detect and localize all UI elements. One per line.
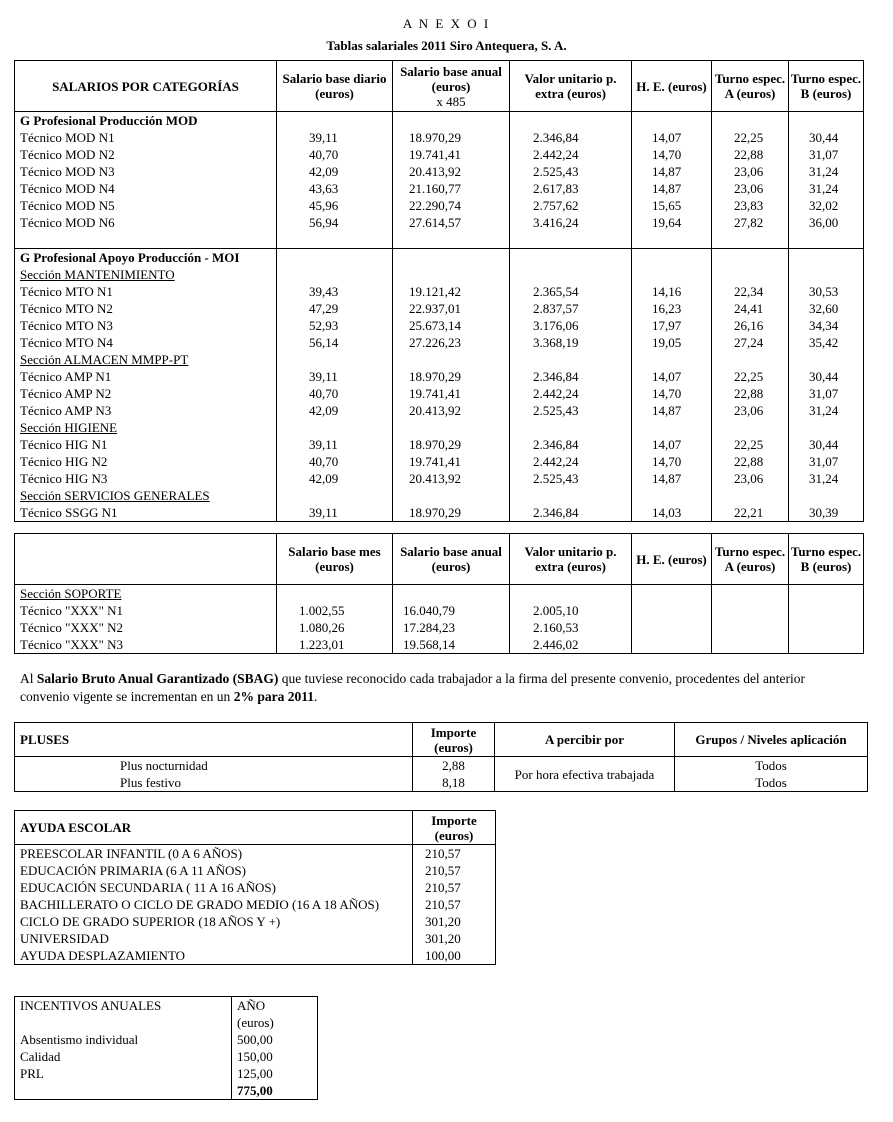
row-value: 22,21 (712, 504, 789, 522)
soporte-header-he: H. E. (euros) (632, 534, 712, 585)
section-header (15, 487, 864, 504)
percibir-value: Por hora efectiva trabajada (495, 757, 675, 792)
header-categorias: SALARIOS POR CATEGORÍAS (15, 61, 277, 112)
row-value: 14,07 (632, 436, 712, 453)
group-apoyo-moi-label: G Profesional Apoyo Producción - MOI (15, 249, 277, 267)
section-soporte: Sección SOPORTE (15, 585, 277, 603)
row-value: 27,24 (712, 334, 789, 351)
table-row (15, 619, 864, 636)
row-value: 18.970,29 (393, 129, 510, 146)
row-value: 19,64 (632, 214, 712, 231)
table-row (15, 504, 864, 522)
row-label: Técnico MOD N3 (15, 163, 277, 180)
row-value: 2.446,02 (510, 636, 632, 654)
row-value: 27.614,57 (393, 214, 510, 231)
row-value: 31,24 (789, 402, 864, 419)
row-value: 39,11 (277, 368, 393, 385)
row-value: 2.617,83 (510, 180, 632, 197)
row-value: 18.970,29 (393, 504, 510, 522)
row-value: 31,07 (789, 453, 864, 470)
header-ano: AÑO (euros) (232, 997, 318, 1032)
table-row (15, 283, 864, 300)
row-value: 39,11 (277, 129, 393, 146)
ayuda-label: CICLO DE GRADO SUPERIOR (18 AÑOS Y +) (15, 913, 413, 930)
row-value (632, 619, 712, 636)
table-row (15, 1048, 318, 1065)
row-value: 42,09 (277, 470, 393, 487)
table-row (15, 436, 864, 453)
row-value (632, 602, 712, 619)
incentivo-label: Absentismo individual (15, 1031, 232, 1048)
row-value: 14,07 (632, 368, 712, 385)
row-value: 22,25 (712, 436, 789, 453)
row-value: 23,06 (712, 470, 789, 487)
ayuda-label: UNIVERSIDAD (15, 930, 413, 947)
table-row (15, 197, 864, 214)
row-value: 52,93 (277, 317, 393, 334)
table-row (15, 385, 864, 402)
row-value: 17,97 (632, 317, 712, 334)
table-row (15, 913, 496, 930)
row-value: 14,03 (632, 504, 712, 522)
row-label: Técnico SSGG N1 (15, 504, 277, 522)
row-value: 25.673,14 (393, 317, 510, 334)
row-value: 3.416,24 (510, 214, 632, 231)
header-pluses: PLUSES (15, 723, 413, 757)
row-value: 43,63 (277, 180, 393, 197)
header-ayuda-importe: Importe (euros) (413, 811, 496, 845)
section-header (15, 351, 864, 368)
row-value: 22,88 (712, 453, 789, 470)
row-label: Técnico "XXX" N1 (15, 602, 277, 619)
row-value: 31,07 (789, 385, 864, 402)
row-value: 30,44 (789, 436, 864, 453)
row-value (712, 602, 789, 619)
row-value: 14,70 (632, 453, 712, 470)
table-row (15, 602, 864, 619)
header-ayuda: AYUDA ESCOLAR (15, 811, 413, 845)
row-value: 42,09 (277, 402, 393, 419)
row-value: 19.741,41 (393, 453, 510, 470)
ayuda-label: EDUCACIÓN PRIMARIA (6 A 11 AÑOS) (15, 862, 413, 879)
ayuda-label: EDUCACIÓN SECUNDARIA ( 11 A 16 AÑOS) (15, 879, 413, 896)
table-row (15, 334, 864, 351)
plus-festivo: Plus festivo (15, 774, 413, 792)
row-value: 20.413,92 (393, 402, 510, 419)
increase-rate: 2% para 2011 (233, 689, 314, 704)
row-value: 14,70 (632, 385, 712, 402)
ayuda-label: AYUDA DESPLAZAMIENTO (15, 947, 413, 965)
header-percibir: A percibir por (495, 723, 675, 757)
row-value: 35,42 (789, 334, 864, 351)
plus-nocturnidad: Plus nocturnidad (15, 757, 413, 775)
section-header (15, 419, 864, 436)
table-row: Plus nocturnidad 2,88 Por hora efectiva trabajada Todos (15, 757, 868, 775)
header-turno-b: Turno espec. B (euros) (789, 61, 864, 112)
row-label: Técnico AMP N2 (15, 385, 277, 402)
row-value: 2.442,24 (510, 146, 632, 163)
row-value: 3.176,06 (510, 317, 632, 334)
row-value: 2.757,62 (510, 197, 632, 214)
row-value (789, 619, 864, 636)
table-row (15, 845, 496, 863)
row-value: 19.568,14 (393, 636, 510, 654)
row-value: 26,16 (712, 317, 789, 334)
ayuda-label: PREESCOLAR INFANTIL (0 A 6 AÑOS) (15, 845, 413, 863)
row-label: Técnico MTO N1 (15, 283, 277, 300)
section-header-label: Sección HIGIENE (15, 419, 277, 436)
row-value: 14,87 (632, 402, 712, 419)
row-value: 45,96 (277, 197, 393, 214)
row-value: 32,60 (789, 300, 864, 317)
row-value: 2.525,43 (510, 402, 632, 419)
row-value: 2.005,10 (510, 602, 632, 619)
row-value: 2.346,84 (510, 436, 632, 453)
row-value: 23,06 (712, 163, 789, 180)
soporte-table-header (15, 534, 864, 585)
row-value: 22,88 (712, 385, 789, 402)
header-multiplier: x 485 (436, 93, 466, 109)
incentivo-value: 125,00 (232, 1065, 318, 1082)
row-value: 22,25 (712, 368, 789, 385)
row-value: 19.121,42 (393, 283, 510, 300)
header-importe: Importe (euros) (413, 723, 495, 757)
row-value: 1.223,01 (277, 636, 393, 654)
soporte-header-blank (15, 534, 277, 585)
row-value: 22.937,01 (393, 300, 510, 317)
row-value: 22,34 (712, 283, 789, 300)
pluses-header (15, 723, 868, 757)
ayuda-label: BACHILLERATO O CICLO DE GRADO MEDIO (16 A 18 AÑOS) (15, 896, 413, 913)
row-value: 31,07 (789, 146, 864, 163)
soporte-header-turno-a: Turno espec. A (euros) (712, 534, 789, 585)
incentivos-total: 775,00 (232, 1082, 318, 1100)
table-row (15, 180, 864, 197)
row-value: 39,11 (277, 436, 393, 453)
row-value: 31,24 (789, 470, 864, 487)
pluses-table (14, 722, 868, 792)
table-row (15, 879, 496, 896)
row-value: 16.040,79 (393, 602, 510, 619)
row-value: 47,29 (277, 300, 393, 317)
table-row (15, 317, 864, 334)
row-label: Técnico MOD N5 (15, 197, 277, 214)
ayuda-escolar-table (14, 810, 496, 965)
row-value: 19.741,41 (393, 146, 510, 163)
row-value: 2.365,54 (510, 283, 632, 300)
group-apoyo-moi (15, 249, 864, 267)
row-label: Técnico MOD N1 (15, 129, 277, 146)
table-row (15, 300, 864, 317)
header-salario-diario: Salario base diario (euros) (277, 61, 393, 112)
row-value: 14,16 (632, 283, 712, 300)
soporte-header-turno-b: Turno espec. B (euros) (789, 534, 864, 585)
row-value: 30,44 (789, 129, 864, 146)
ayuda-value: 100,00 (413, 947, 496, 965)
table-row (15, 214, 864, 231)
section-header-label: Sección MANTENIMIENTO (15, 266, 277, 283)
incentivo-label: PRL (15, 1065, 232, 1082)
row-value: 21.160,77 (393, 180, 510, 197)
row-label: Técnico AMP N3 (15, 402, 277, 419)
row-value: 20.413,92 (393, 163, 510, 180)
header-incentivos: INCENTIVOS ANUALES (15, 997, 232, 1032)
row-value: 2.346,84 (510, 368, 632, 385)
row-value: 39,11 (277, 504, 393, 522)
table-row (15, 1065, 318, 1082)
table-row (15, 862, 496, 879)
row-value: 2.442,24 (510, 385, 632, 402)
row-value (789, 636, 864, 654)
table-row (15, 129, 864, 146)
row-label: Técnico MOD N4 (15, 180, 277, 197)
incentivos-header (15, 997, 318, 1032)
row-value: 24,41 (712, 300, 789, 317)
salary-table-header (15, 61, 864, 112)
row-value: 34,34 (789, 317, 864, 334)
row-value: 3.368,19 (510, 334, 632, 351)
row-value: 20.413,92 (393, 470, 510, 487)
row-value: 36,00 (789, 214, 864, 231)
table-row (15, 368, 864, 385)
salary-table (14, 60, 864, 522)
table-row (15, 1031, 318, 1048)
row-label: Técnico MTO N4 (15, 334, 277, 351)
row-value: 2.525,43 (510, 470, 632, 487)
row-value: 2.525,43 (510, 163, 632, 180)
row-value: 30,44 (789, 368, 864, 385)
table-row (15, 636, 864, 654)
row-value: 2.160,53 (510, 619, 632, 636)
row-value (632, 636, 712, 654)
row-value: 2.346,84 (510, 129, 632, 146)
incentivo-value: 500,00 (232, 1031, 318, 1048)
sbag-note: Al Salario Bruto Anual Garantizado (SBAG) que tuviese reconocido cada trabajador a la firma del presente convenio, procedentes del anterior convenio vigente se incrementan en un 2% para 2011. (20, 671, 806, 704)
row-value: 23,83 (712, 197, 789, 214)
header-turno-a: Turno espec. A (euros) (712, 61, 789, 112)
page-title: A N E X O I (402, 16, 491, 31)
ayuda-value: 301,20 (413, 930, 496, 947)
row-value: 18.970,29 (393, 368, 510, 385)
row-value: 22,25 (712, 129, 789, 146)
row-value: 42,09 (277, 163, 393, 180)
header-p-extra: Valor unitario p. extra (euros) (510, 61, 632, 112)
row-value: 23,06 (712, 180, 789, 197)
row-value: 14,87 (632, 470, 712, 487)
row-label: Técnico MOD N6 (15, 214, 277, 231)
ayuda-header (15, 811, 496, 845)
row-value: 2.442,24 (510, 453, 632, 470)
row-value: 56,94 (277, 214, 393, 231)
row-value: 27.226,23 (393, 334, 510, 351)
soporte-header-mes: Salario base mes (euros) (277, 534, 393, 585)
row-value: 1.080,26 (277, 619, 393, 636)
row-value: 16,23 (632, 300, 712, 317)
page-subtitle: Tablas salariales 2011 Siro Antequera, S. A. (326, 38, 567, 53)
row-value: 14,07 (632, 129, 712, 146)
group-produccion-mod (15, 112, 864, 130)
row-value: 40,70 (277, 453, 393, 470)
ayuda-value: 301,20 (413, 913, 496, 930)
row-label: Técnico AMP N1 (15, 368, 277, 385)
ayuda-value: 210,57 (413, 879, 496, 896)
row-value: 32,02 (789, 197, 864, 214)
row-value: 27,82 (712, 214, 789, 231)
row-value: 23,06 (712, 402, 789, 419)
ayuda-value: 210,57 (413, 845, 496, 863)
row-value: 2.346,84 (510, 504, 632, 522)
row-value: 14,87 (632, 163, 712, 180)
incentivos-total-row (15, 1082, 318, 1100)
header-grupos: Grupos / Niveles aplicación (675, 723, 868, 757)
row-value (712, 619, 789, 636)
table-row (15, 402, 864, 419)
group-produccion-mod-label: G Profesional Producción MOD (15, 112, 277, 130)
row-label: Técnico MTO N3 (15, 317, 277, 334)
row-label: Técnico HIG N3 (15, 470, 277, 487)
ayuda-value: 210,57 (413, 896, 496, 913)
row-value: 15,65 (632, 197, 712, 214)
row-label: Técnico HIG N1 (15, 436, 277, 453)
table-row (15, 930, 496, 947)
incentivo-value: 150,00 (232, 1048, 318, 1065)
soporte-header-anual: Salario base anual (euros) (393, 534, 510, 585)
row-label: Técnico MTO N2 (15, 300, 277, 317)
soporte-table (14, 533, 864, 654)
row-label: Técnico "XXX" N3 (15, 636, 277, 654)
incentivo-label: Calidad (15, 1048, 232, 1065)
row-value: 14,70 (632, 146, 712, 163)
header-salario-anual: Salario base anual (euros) x 485 (393, 61, 510, 112)
row-value: 56,14 (277, 334, 393, 351)
row-value: 22.290,74 (393, 197, 510, 214)
row-value: 30,53 (789, 283, 864, 300)
sbag-term: Salario Bruto Anual Garantizado (SBAG) (36, 671, 279, 686)
soporte-section-row (15, 585, 864, 603)
table-row (15, 470, 864, 487)
row-label: Técnico HIG N2 (15, 453, 277, 470)
row-value: 40,70 (277, 146, 393, 163)
row-value: 31,24 (789, 163, 864, 180)
section-header (15, 266, 864, 283)
ayuda-value: 210,57 (413, 862, 496, 879)
row-label: Técnico MOD N2 (15, 146, 277, 163)
row-value: 17.284,23 (393, 619, 510, 636)
row-value: 22,88 (712, 146, 789, 163)
section-header-label: Sección SERVICIOS GENERALES (15, 487, 277, 504)
table-row (15, 453, 864, 470)
row-value: 40,70 (277, 385, 393, 402)
table-row (15, 896, 496, 913)
table-row: Plus festivo 8,18 Todos (15, 774, 868, 792)
row-value (712, 636, 789, 654)
header-he: H. E. (euros) (632, 61, 712, 112)
row-value: 2.837,57 (510, 300, 632, 317)
table-row (15, 146, 864, 163)
row-value: 1.002,55 (277, 602, 393, 619)
row-value: 39,43 (277, 283, 393, 300)
soporte-header-p-extra: Valor unitario p. extra (euros) (510, 534, 632, 585)
row-value: 31,24 (789, 180, 864, 197)
row-value: 14,87 (632, 180, 712, 197)
table-row (15, 163, 864, 180)
row-value: 19.741,41 (393, 385, 510, 402)
section-header-label: Sección ALMACEN MMPP-PT (15, 351, 277, 368)
incentivos-table (14, 996, 318, 1100)
row-value (789, 602, 864, 619)
row-label: Técnico "XXX" N2 (15, 619, 277, 636)
row-value: 18.970,29 (393, 436, 510, 453)
table-row (15, 947, 496, 965)
row-value: 19,05 (632, 334, 712, 351)
row-value: 30,39 (789, 504, 864, 522)
